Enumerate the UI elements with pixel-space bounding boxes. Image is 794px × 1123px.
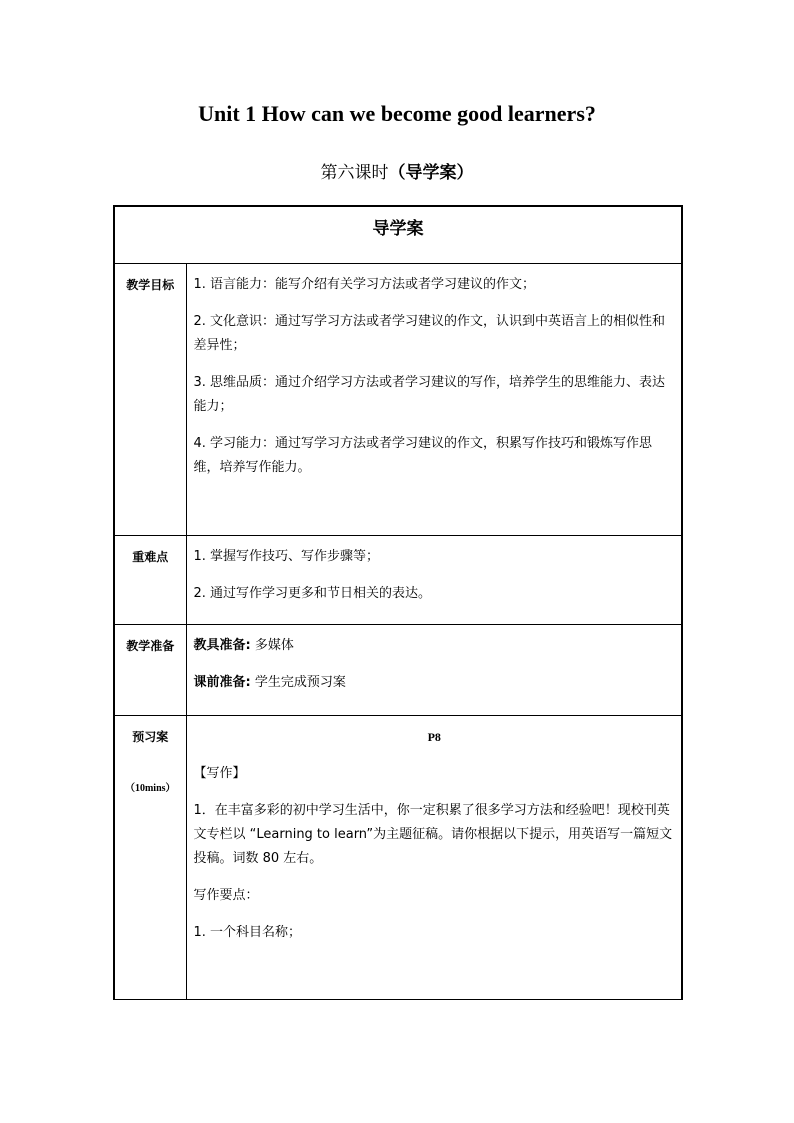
tools-label: 教具准备: (193, 638, 251, 653)
requirement-item: 1. 一个科目名称； (193, 925, 302, 940)
key-point-item: 2. 通过写作学习更多和节日相关的表达。 (193, 586, 432, 601)
pre-class-value: 学生完成预习案 (250, 675, 346, 690)
writing-task: 1．在丰富多彩的初中学习生活中，你一定积累了很多学习方法和经验吧！现校刊英文专栏以 “Learning to learn”为主题征稿。请你根据以下提示，用英语写一篇短文投稿。词数 80 左右。 (193, 803, 673, 866)
objectives-label-cell (114, 264, 186, 536)
preparation-label-cell (114, 625, 186, 716)
objectives-content (186, 264, 682, 536)
preview-content (186, 716, 682, 1000)
objective-item: 2. 文化意识：通过写学习方法或者学习建议的作文，认识到中英语言上的相似性和差异性； (193, 314, 666, 353)
preparation-content (186, 625, 682, 716)
pre-class-label: 课前准备: (193, 675, 251, 690)
preview-page: P8 (427, 730, 441, 744)
requirements-label: 写作要点： (193, 888, 259, 903)
key-point-item: 1. 掌握写作技巧、写作步骤等； (193, 549, 380, 564)
key-points-content (186, 536, 682, 625)
preview-label: 预习案 (132, 730, 169, 744)
lesson-number: 第六课时 (320, 163, 389, 183)
tools-value: 多媒体 (250, 638, 294, 653)
objective-item: 3. 思维品质：通过介绍学习方法或者学习建议的写作，培养学生的思维能力、表达能力； (193, 375, 666, 414)
lesson-plan-table (113, 205, 683, 1000)
document-title: Unit 1 How can we become good learners? (198, 101, 596, 126)
table-header: 导学案 (114, 206, 682, 264)
tools-line (194, 634, 676, 658)
preview-time: （10mins） (124, 783, 176, 794)
objective-item: 4. 学习能力：通过写学习方法或者学习建议的作文，积累写作技巧和锻炼写作思维，培养写作能力。 (193, 436, 653, 475)
preparation-label: 教学准备 (126, 639, 175, 653)
preview-label-cell (114, 716, 186, 1000)
key-points-label-cell (114, 536, 186, 625)
pre-class-line (194, 671, 676, 695)
lesson-type: （导学案） (388, 163, 474, 183)
key-points-label: 重难点 (132, 550, 169, 564)
objectives-label: 教学目标 (126, 278, 175, 292)
preview-section: 【写作】 (193, 766, 246, 781)
document-subtitle (0, 158, 794, 183)
objective-item: 1. 语言能力：能写介绍有关学习方法或者学习建议的作文； (193, 277, 536, 292)
